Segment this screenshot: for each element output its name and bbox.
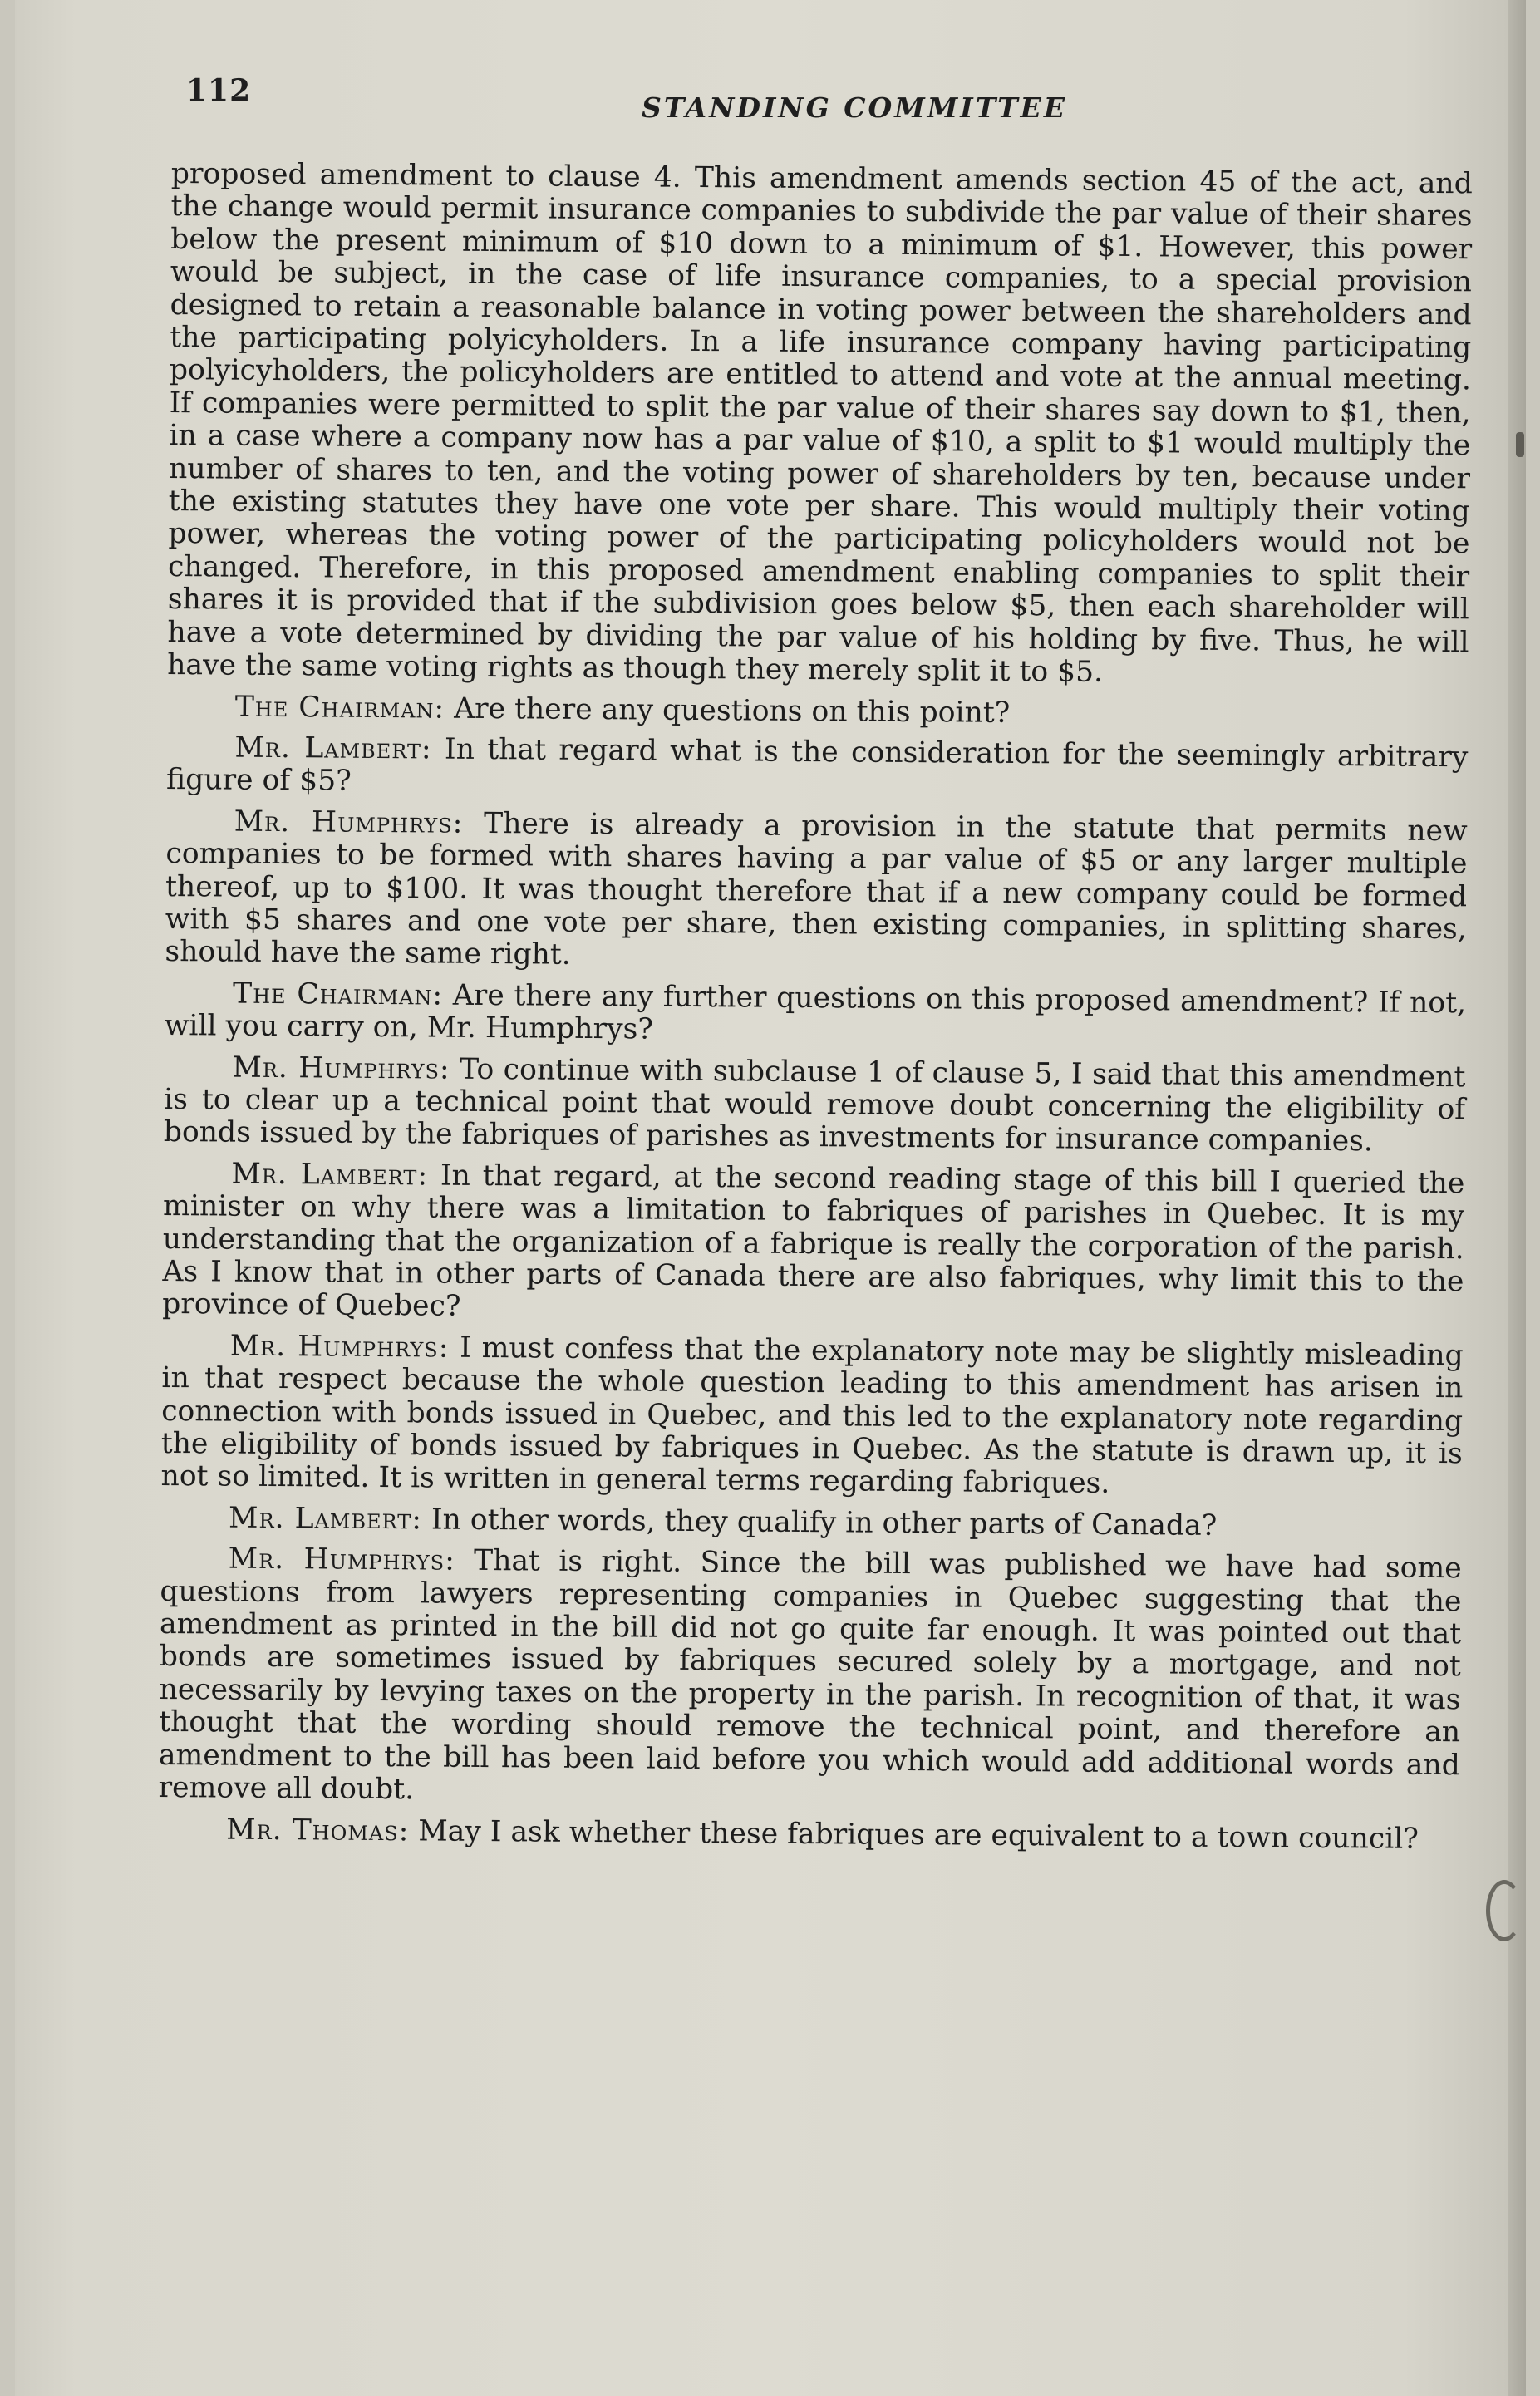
paragraph-text: In that regard what is the consideration for the seemingly arbitrary figure of $5?	[165, 732, 1469, 799]
running-head: STANDING COMMITTEE	[642, 91, 1067, 124]
speaker-name: Mr. Humphrys:	[234, 804, 464, 840]
speaker-name: The Chairman:	[234, 690, 445, 726]
speaker-name: Mr. Lambert:	[231, 1157, 429, 1193]
paragraph	[160, 1502, 1462, 1545]
paragraph-text: May I ask whether these fabriques are equivalent to a town council?	[418, 1813, 1419, 1856]
paragraph	[158, 1542, 1461, 1815]
paragraph	[166, 731, 1469, 807]
paragraph-text: I must confess that the explanatory note may be slightly misleading in that respect because the whole question leading to this amendment has arisen in connection with bonds issued in Quebec, and this led to the explanatory note regarding the eligibility of bonds issued by fabriques in Quebec. As the statute is drawn up, it is not so limited. It is written in general terms regarding fabriques.	[160, 1331, 1464, 1501]
speaker-name: Mr. Lambert:	[234, 731, 432, 766]
paragraph-text: Are there any questions on this point?	[453, 691, 1011, 730]
paragraph	[160, 1330, 1463, 1503]
page-header	[186, 73, 1466, 123]
margin-mark	[1516, 432, 1524, 457]
page-gutter-shadow	[1508, 0, 1526, 2396]
speaker-name: Mr. Thomas:	[226, 1813, 410, 1847]
speaker-name: Mr. Humphrys:	[229, 1329, 450, 1365]
paragraph	[158, 1813, 1459, 1856]
paragraph-text: That is right. Since the bill was published we have had some questions from lawyers representing companies in Quebec suggesting that the amendment as printed in the bill did not go quite far enough. It was pointed out that bonds are sometimes issued by fabriques secured solely by a mortgage, and not necessarily by levying taxes on the property in the parish. In recognition of that, it was thought that the wording should remove the technical point, and therefore an amendment to the bill has been laid before you which would add additional words and remove all doubt.	[158, 1544, 1462, 1807]
paragraph	[167, 690, 1469, 733]
speaker-name: Mr. Humphrys:	[232, 1050, 450, 1086]
speaker-name: Mr. Humphrys:	[228, 1542, 455, 1577]
page-number: 112	[186, 73, 252, 108]
paragraph-text: There is already a provision in the statute that permits new companies to be formed with shares having a par value of $5 or any larger multiple thereof, up to $100. It was thought therefore that if a new company could be formed with $5 shares and one vote per share, then existing companies, in splitting shares, should have the same right.	[165, 806, 1468, 972]
paragraph	[167, 158, 1473, 692]
paragraph	[162, 1158, 1464, 1331]
paragraph-text: Are there any further questions on this proposed amendment? If not, will you carry on, Mr. Humphrys?	[164, 978, 1467, 1046]
paragraph-text: In that regard, at the second reading stage of this bill I queried the minister on why there was a limitation to fabriques of parishes in Quebec. It is my understanding that the organization of a fabrique is really the corporation of the parish. As I know that in other parts of Canada there are also fabriques, why limit this to the province of Quebec?	[162, 1159, 1465, 1324]
paragraph	[165, 805, 1467, 979]
speaker-name: Mr. Lambert:	[228, 1501, 423, 1537]
paragraph	[165, 977, 1467, 1053]
body-text	[155, 158, 1473, 2295]
paragraph-text: proposed amendment to clause 4. This amendment amends section 45 of the act, and the change would permit insurance companies to subdivide the par value of their shares below the present minimum of $10 down to a minimum of $1. However, this power would be subject, in the case of life insurance companies, to a special provision designed to retain a reasonable balance in voting power between the shareholders and the participating polyicyholders. In a life insurance company having participating polyicyholders, the policyholders are entitled to attend and vote at the annual meeting. If companies were permitted to split the par value of their shares say down to $1, then, in a case where a company now has a par value of $10, a split to $1 would multiply the number of shares to ten, and the voting power of shareholders by ten, because under the existing statutes they have one vote per share. This would multiply their voting power, whereas the voting power of the participating policyholders would not be changed. Therefore, in this proposed amendment enabling companies to split their shares it is provided that if the subdivision goes below $5, then each shareholder will have a vote determined by dividing the par value of his holding by five. Thus, he will have the same voting rights as though they merely split it to $5.	[167, 157, 1473, 689]
paragraph-text: In other words, they qualify in other parts of Canada?	[431, 1503, 1218, 1542]
speaker-name: The Chairman:	[232, 977, 444, 1012]
paragraph-text: To continue with subclause 1 of clause 5, I said that this amendment is to clear up a technical point that would remove doubt concerning the eligibility of bonds issued by the fabriques of parishes as investments for insurance companies.	[163, 1052, 1466, 1159]
binding-ring-mark	[1486, 1880, 1523, 1941]
paragraph	[164, 1051, 1466, 1160]
book-page	[15, 0, 1526, 2396]
